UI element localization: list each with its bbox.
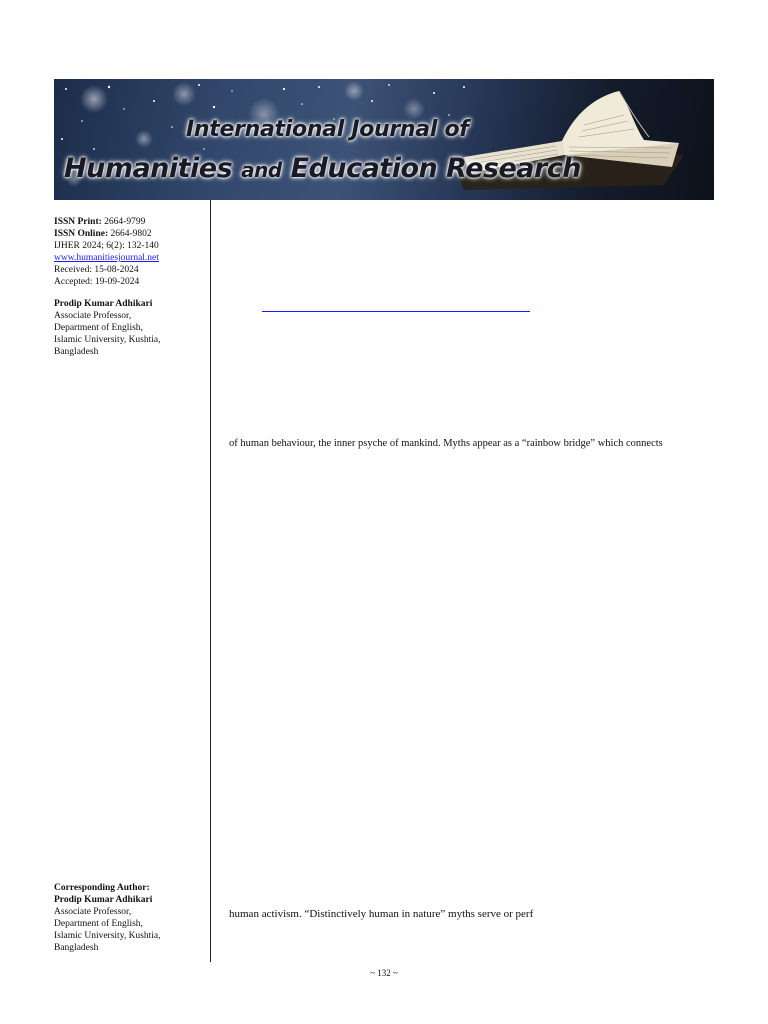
corresponding-name: Prodip Kumar Adhikari bbox=[54, 895, 153, 905]
accepted-date: Accepted: 19-09-2024 bbox=[54, 277, 140, 287]
issn-print-value: 2664-9799 bbox=[104, 217, 146, 227]
citation: IJHER 2024; 6(2): 132-140 bbox=[54, 241, 159, 251]
body-text-line: of human behaviour, the inner psyche of mankind. Myths appear as a “rainbow bridge” which connects bbox=[229, 438, 663, 449]
banner-title-line1: International Journal of bbox=[186, 117, 469, 142]
issn-online bbox=[54, 228, 204, 240]
banner-title-education-research: Education Research bbox=[290, 153, 582, 184]
author-name: Prodip Kumar Adhikari bbox=[54, 299, 153, 309]
received-date: Received: 15-08-2024 bbox=[54, 265, 139, 275]
article-info-sidebar bbox=[54, 216, 204, 358]
author-affiliation-4: Bangladesh bbox=[54, 347, 99, 357]
corresponding-affiliation-4: Bangladesh bbox=[54, 943, 99, 953]
journal-banner bbox=[54, 79, 714, 200]
author-affiliation-1: Associate Professor, bbox=[54, 311, 132, 321]
corresponding-label: Corresponding Author: bbox=[54, 883, 150, 893]
journal-website-link[interactable]: www.humanitiesjournal.net bbox=[54, 253, 159, 263]
corresponding-affiliation-2: Department of English, bbox=[54, 919, 143, 929]
banner-title-humanities: Humanities bbox=[64, 153, 233, 184]
column-divider bbox=[210, 200, 211, 962]
issn-online-value: 2664-9802 bbox=[110, 229, 152, 239]
page-number: ~ 132 ~ bbox=[370, 968, 398, 978]
banner-title-and: and bbox=[241, 158, 282, 182]
issn-print-label: ISSN Print: bbox=[54, 217, 102, 227]
author-affiliation-3: Islamic University, Kushtia, bbox=[54, 335, 161, 345]
issn-print bbox=[54, 216, 204, 228]
corresponding-author-block bbox=[54, 882, 204, 954]
author-affiliation-2: Department of English, bbox=[54, 323, 143, 333]
issn-online-label: ISSN Online: bbox=[54, 229, 109, 239]
body-text-line-bottom: human activism. “Distinctively human in nature” myths serve or perf bbox=[229, 908, 534, 920]
hyperlink-underline[interactable] bbox=[262, 311, 530, 312]
corresponding-affiliation-3: Islamic University, Kushtia, bbox=[54, 931, 161, 941]
corresponding-affiliation-1: Associate Professor, bbox=[54, 907, 132, 917]
banner-title-line2 bbox=[64, 153, 581, 184]
